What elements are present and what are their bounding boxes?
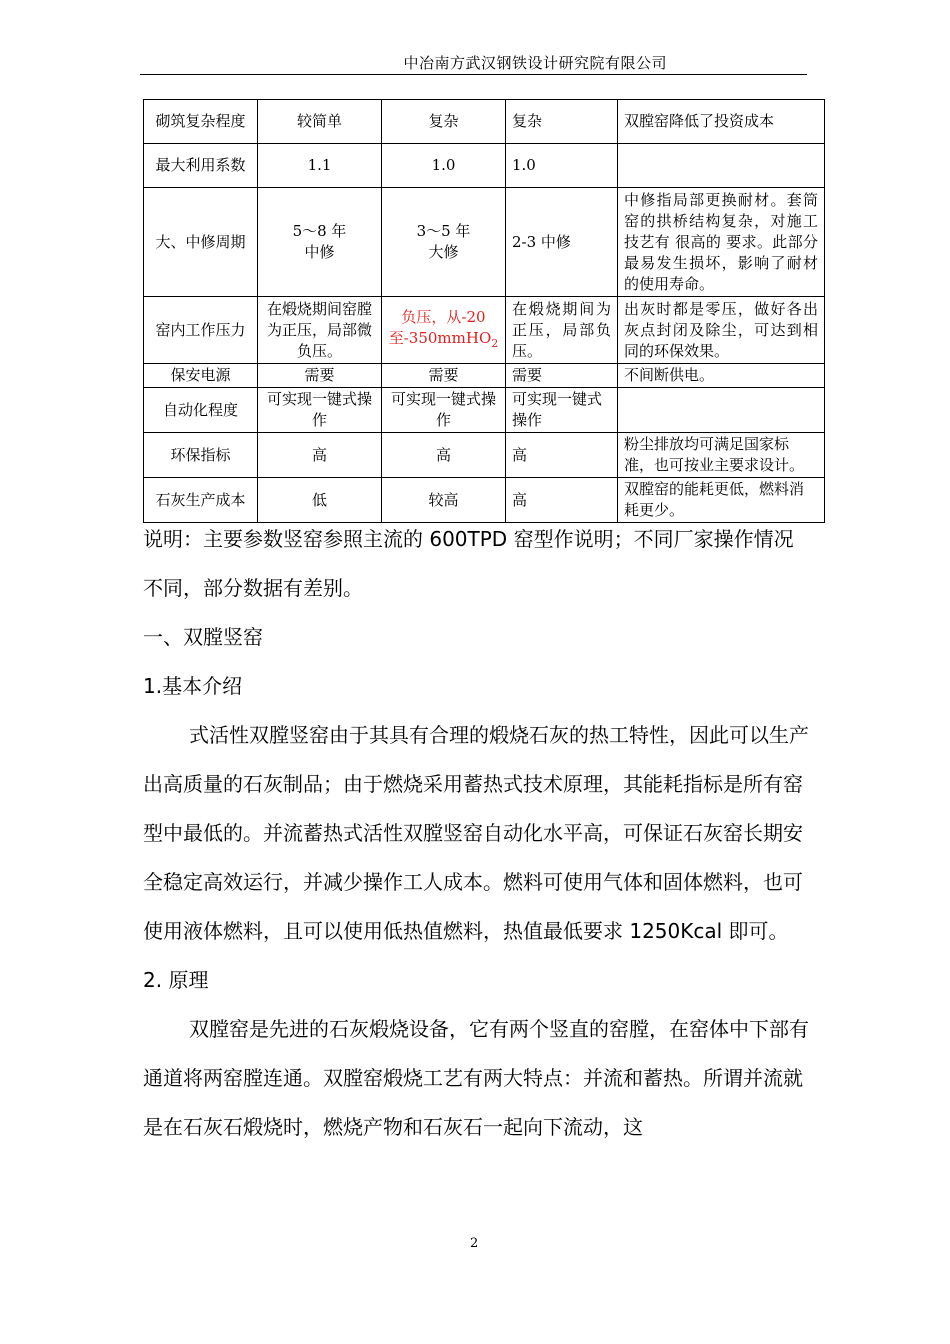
table-cell: 复杂 bbox=[382, 100, 506, 144]
table-cell: 需要 bbox=[506, 364, 618, 388]
kiln-comparison-table bbox=[143, 99, 825, 523]
section-heading: 一、双膛竖窑 bbox=[143, 625, 263, 649]
table-cell: 1.1 bbox=[258, 144, 382, 188]
table-cell bbox=[618, 388, 825, 433]
header-org: 中冶南方武汉钢铁设计研究院有限公司 bbox=[403, 54, 667, 72]
table-note: 说明：主要参数竖窑参照主流的 600TPD 窑型作说明；不同厂家操作情况不同，部分数据有差别。 bbox=[143, 527, 794, 600]
table-cell: 高 bbox=[382, 433, 506, 478]
subsection-heading: 2. 原理 bbox=[143, 968, 209, 992]
table-cell: 3～5 年 大修 bbox=[382, 188, 506, 297]
table-cell: 窑内工作压力 bbox=[144, 297, 258, 364]
table-cell: 大、中修周期 bbox=[144, 188, 258, 297]
table-cell: 保安电源 bbox=[144, 364, 258, 388]
table-cell: 自动化程度 bbox=[144, 388, 258, 433]
page-header bbox=[140, 52, 807, 75]
table-cell: 1.0 bbox=[506, 144, 618, 188]
table-cell: 较高 bbox=[382, 478, 506, 523]
table-cell: 高 bbox=[506, 478, 618, 523]
pressure-o: O bbox=[478, 328, 492, 347]
table-cell: 不间断供电。 bbox=[618, 364, 825, 388]
table-cell bbox=[618, 144, 825, 188]
table-cell: 双膛窑的能耗更低，燃料消耗更少。 bbox=[618, 478, 825, 523]
table-cell: 1.0 bbox=[382, 144, 506, 188]
table-row bbox=[144, 100, 825, 144]
paragraph: 双膛窑是先进的石灰煅烧设备，它有两个竖直的窑膛，在窑体中下部有通道将两窑膛连通。双膛窑煅烧工艺有两大特点：并流和蓄热。所谓并流就是在石灰石煅烧时，燃烧产物和石灰石一起向下流动，这 bbox=[143, 1017, 809, 1139]
table-cell: 可实现一键式操作 bbox=[258, 388, 382, 433]
table-row bbox=[144, 433, 825, 478]
table-cell: 5～8 年 中修 bbox=[258, 188, 382, 297]
table-cell: 可实现一键式操作 bbox=[506, 388, 618, 433]
table-cell: 复杂 bbox=[506, 100, 618, 144]
table-cell: 砌筑复杂程度 bbox=[144, 100, 258, 144]
table-cell: 高 bbox=[506, 433, 618, 478]
pressure-text: 负压，从-20 至-350mmH bbox=[388, 307, 486, 347]
table-cell: 石灰生产成本 bbox=[144, 478, 258, 523]
pressure-cell bbox=[382, 297, 506, 364]
table-row bbox=[144, 297, 825, 364]
table-row bbox=[144, 364, 825, 388]
body-text bbox=[143, 515, 811, 1152]
table-row bbox=[144, 144, 825, 188]
page-number: 2 bbox=[470, 1236, 479, 1251]
table-cell: 可实现一键式操作 bbox=[382, 388, 506, 433]
table-row bbox=[144, 388, 825, 433]
table-cell: 环保指标 bbox=[144, 433, 258, 478]
table-cell: 需要 bbox=[258, 364, 382, 388]
table-cell: 在煅烧期间为正压，局部负压。 bbox=[506, 297, 618, 364]
table-cell: 在煅烧期间窑膛为正压，局部微负压。 bbox=[258, 297, 382, 364]
table-cell: 最大利用系数 bbox=[144, 144, 258, 188]
table-cell: 需要 bbox=[382, 364, 506, 388]
table-cell: 较简单 bbox=[258, 100, 382, 144]
table-cell: 高 bbox=[258, 433, 382, 478]
subsection-heading: 1.基本介绍 bbox=[143, 674, 243, 698]
table-cell: 低 bbox=[258, 478, 382, 523]
table-cell: 双膛窑降低了投资成本 bbox=[618, 100, 825, 144]
table-row bbox=[144, 188, 825, 297]
table-cell: 2-3 中修 bbox=[506, 188, 618, 297]
table-cell: 中修指局部更换耐材。套筒窑的拱桥结构复杂，对施工 技艺有 很高的 要求。此部分最易发生损坏，影响了耐材的使用寿命。 bbox=[618, 188, 825, 297]
table-cell: 粉尘排放均可满足国家标准，也可按业主要求设计。 bbox=[618, 433, 825, 478]
table-cell: 出灰时都是零压，做好各出灰点封闭及除尘，可达到相同的环保效果。 bbox=[618, 297, 825, 364]
paragraph: 式活性双膛竖窑由于其具有合理的煅烧石灰的热工特性，因此可以生产出高质量的石灰制品；由于燃烧采用蓄热式技术原理，其能耗指标是所有窑型中最低的。并流蓄热式活性双膛竖窑自动化水平高，可保证石灰窑长期安全稳定高效运行，并减少操作工人成本。燃料可使用气体和固体燃料，也可使用液体燃料，且可以使用低热值燃料，热值最低要求 1250Kcal 即可。 bbox=[143, 723, 809, 943]
pressure-subscript: 2 bbox=[491, 336, 499, 350]
